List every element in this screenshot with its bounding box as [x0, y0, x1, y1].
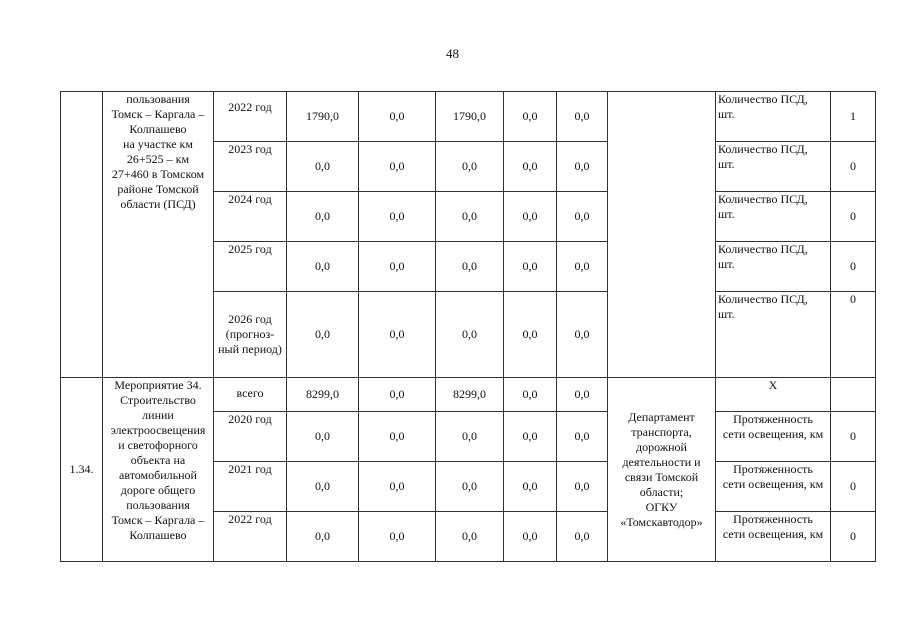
year-cell: всего: [214, 378, 287, 412]
value-cell: 0,0: [557, 192, 608, 242]
year-cell: 2024 год: [214, 192, 287, 242]
value-cell: 0,0: [287, 412, 359, 462]
item-number-cell: [61, 92, 103, 378]
page-number: 48: [446, 46, 459, 61]
value-cell: 0,0: [557, 142, 608, 192]
value-cell: 0,0: [359, 192, 436, 242]
value-cell: 0,0: [504, 412, 557, 462]
indicator-name: Количество ПСД, шт.: [716, 242, 831, 292]
year-cell: 2020 год: [214, 412, 287, 462]
year-cell: 2022 год: [214, 512, 287, 562]
value-cell: 0,0: [287, 292, 359, 378]
value-cell: 0,0: [359, 512, 436, 562]
value-cell: 0,0: [436, 512, 504, 562]
table-row: [61, 378, 876, 412]
indicator-value: 0: [831, 192, 876, 242]
value-cell: 0,0: [504, 242, 557, 292]
value-cell: 0,0: [504, 192, 557, 242]
indicator-name: Количество ПСД, шт.: [716, 192, 831, 242]
value-cell: 0,0: [557, 512, 608, 562]
value-cell: 0,0: [436, 142, 504, 192]
value-cell: 0,0: [359, 378, 436, 412]
indicator-value: 1: [831, 92, 876, 142]
year-cell: 2023 год: [214, 142, 287, 192]
value-cell: 0,0: [287, 512, 359, 562]
value-cell: 8299,0: [287, 378, 359, 412]
indicator-name: Х: [716, 378, 831, 412]
value-cell: 0,0: [359, 412, 436, 462]
value-cell: 0,0: [359, 242, 436, 292]
value-cell: 0,0: [557, 412, 608, 462]
value-cell: 0,0: [359, 142, 436, 192]
year-cell: 2025 год: [214, 242, 287, 292]
value-cell: 0,0: [557, 292, 608, 378]
value-cell: 8299,0: [436, 378, 504, 412]
value-cell: 0,0: [436, 242, 504, 292]
value-cell: 0,0: [436, 292, 504, 378]
indicator-name: Протяженность сети освещения, км: [716, 412, 831, 462]
year-cell: 2021 год: [214, 462, 287, 512]
indicator-value: 0: [831, 142, 876, 192]
value-cell: 0,0: [557, 92, 608, 142]
indicator-value: 0: [831, 292, 876, 378]
value-cell: 0,0: [436, 462, 504, 512]
item-number: 1.34.: [61, 378, 103, 562]
indicator-value: 0: [831, 412, 876, 462]
indicator-name: Количество ПСД, шт.: [716, 142, 831, 192]
indicator-name: Количество ПСД, шт.: [716, 292, 831, 378]
value-cell: 0,0: [557, 378, 608, 412]
value-cell: 1790,0: [436, 92, 504, 142]
value-cell: 0,0: [287, 192, 359, 242]
indicator-value: 0: [831, 242, 876, 292]
year-cell: 2026 год (прогноз- ный период): [214, 292, 287, 378]
indicator-value: 0: [831, 512, 876, 562]
responsible-cell: [608, 92, 716, 378]
value-cell: 0,0: [436, 412, 504, 462]
value-cell: 0,0: [504, 378, 557, 412]
value-cell: 0,0: [359, 92, 436, 142]
indicator-name: Количество ПСД, шт.: [716, 92, 831, 142]
value-cell: 0,0: [557, 242, 608, 292]
value-cell: 0,0: [557, 462, 608, 512]
value-cell: 0,0: [504, 512, 557, 562]
value-cell: 0,0: [287, 462, 359, 512]
value-cell: 0,0: [359, 462, 436, 512]
value-cell: 0,0: [359, 292, 436, 378]
value-cell: 0,0: [504, 142, 557, 192]
indicator-value: 0: [831, 462, 876, 512]
year-cell: 2022 год: [214, 92, 287, 142]
item-name: пользования Томск – Каргала – Колпашево на участке км 26+525 – км 27+460 в Томском районе Томской области (ПСД): [103, 92, 214, 378]
indicator-name: Протяженность сети освещения, км: [716, 462, 831, 512]
value-cell: 0,0: [504, 92, 557, 142]
value-cell: 0,0: [504, 292, 557, 378]
value-cell: 0,0: [504, 462, 557, 512]
value-cell: 1790,0: [287, 92, 359, 142]
indicator-value: [831, 378, 876, 412]
item-name: Мероприятие 34. Строительство линии электроосвещения и светофорного объекта на автомобильной дороге общего пользования Томск – Каргала – Колпашево: [103, 378, 214, 562]
value-cell: 0,0: [287, 242, 359, 292]
program-table: [60, 91, 876, 562]
value-cell: 0,0: [436, 192, 504, 242]
value-cell: 0,0: [287, 142, 359, 192]
indicator-name: Протяженность сети освещения, км: [716, 512, 831, 562]
table-row: [61, 92, 876, 142]
responsible-department: Департамент транспорта, дорожной деятельности и связи Томской области; ОГКУ «Томскавтодор»: [608, 378, 716, 562]
